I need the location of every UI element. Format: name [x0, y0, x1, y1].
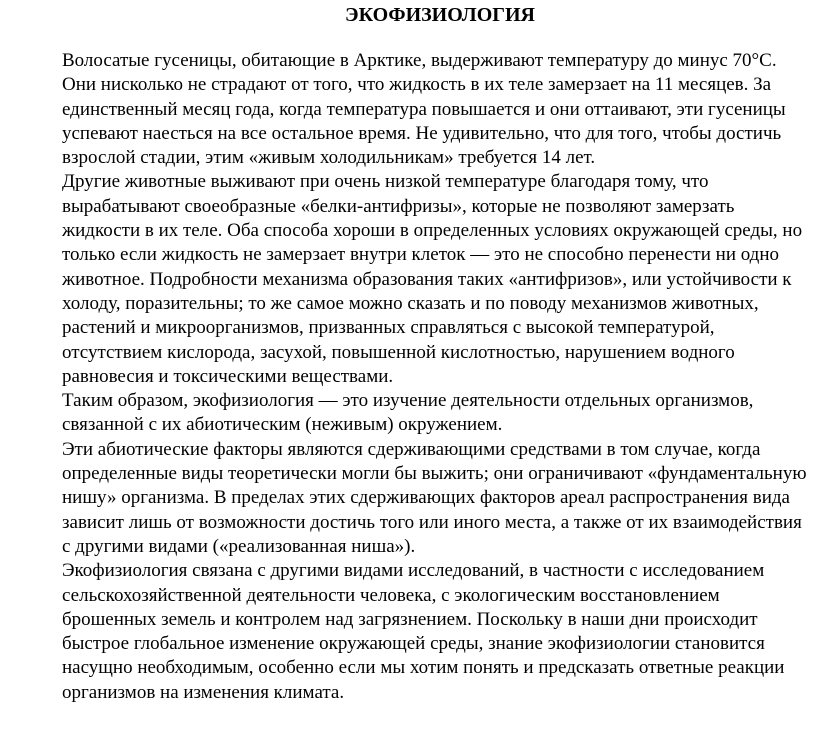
- paragraph-caterpillars: Волосатые гусеницы, обитающие в Арктике, выдерживают температуру до минус 70°C. Они нисколько не страдают от того, что жидкость в их теле замерзает на 11 месяцев. За единственный месяц года, когда температура повышается и они оттаивают, эти гусеницы успевают наесться на все остальное время. Не удивительно, что для того, чтобы достичь взрослой стадии, этим «живым холодильникам» требуется 14 лет.: [62, 50, 786, 169]
- document-body: [62, 49, 807, 705]
- paragraph-definition: Таким образом, экофизиология — это изучение деятельности отдельных организмов, связанной с их абиотическим (неживым) окружением.: [62, 390, 754, 436]
- paragraph-related-research: Экофизиология связана с другими видами исследований, в частности с исследованием сельскохозяйственной деятельности человека, с экологическим восстановлением брошенных земель и контролем над загрязнением. Поскольку в наши дни происходит быстрое глобальное изменение окружающей среды, знание экофизиологии становится насущно необходимым, особенно если мы хотим понять и предсказать ответные реакции организмов на изменения климата.: [62, 560, 785, 703]
- paragraph-abiotic-factors: Эти абиотические факторы являются сдерживающими средствами в том случае, когда определенные виды теоретически могли бы выжить; они ограничивают «фундаментальную нишу» организма. В пределах этих сдерживающих факторов ареал распространения вида зависит лишь от возможности достичь того или иного места, а также от их взаимодействия с другими видами («реализованная ниша»).: [62, 438, 807, 557]
- paragraph-antifreeze: Другие животные выживают при очень низкой температуре благодаря тому, что вырабатывают своеобразные «белки-антифризы», которые не позволяют замерзать жидкости в их теле. Оба способа хороши в определенных условиях окружающей среды, но только если жидкость не замерзает внутри клеток — это не способно перенести ни одно животное. Подробности механизма образования таких «антифризов», или устойчивости к холоду, поразительны; то же самое можно сказать и по поводу механизмов животных, растений и микроорганизмов, призванных справляться с высокой температурой, отсутствием кислорода, засухой, повышенной кислотностью, нарушением водного равновесия и токсическими веществами.: [62, 171, 803, 387]
- document-title: ЭКОФИЗИОЛОГИЯ: [345, 4, 535, 26]
